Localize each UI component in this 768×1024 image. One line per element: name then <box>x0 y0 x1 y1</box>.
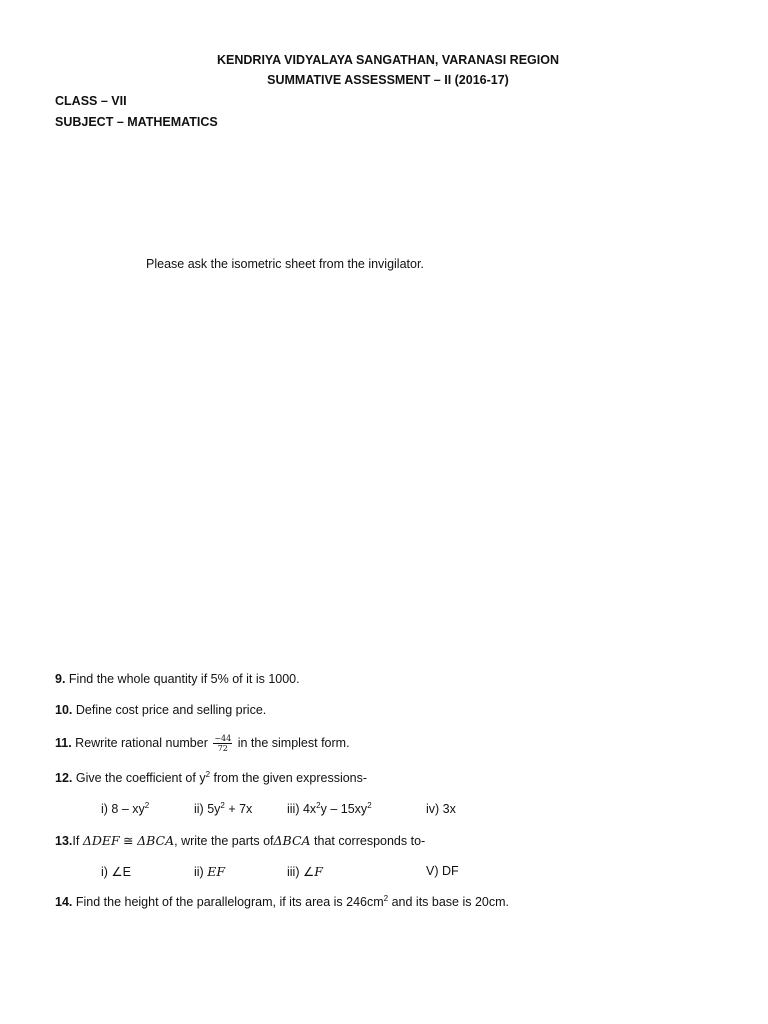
question-11 <box>55 733 350 753</box>
q12-option-3: iii) $4x^2y - 15xy^2$ <box>287 800 372 816</box>
question-text: Find the whole quantity if 5% of it is 1000. <box>65 672 300 686</box>
congruent-symbol: ≅ <box>119 834 138 848</box>
fraction-denominator: 72 <box>217 744 228 754</box>
question-number: 9. <box>55 672 66 686</box>
question-number: 10. <box>55 703 73 717</box>
question-text: Define cost price and selling price. <box>75 703 267 717</box>
question-text-end: in the simplest form. <box>234 736 350 750</box>
question-number: 14. <box>55 895 73 909</box>
question-number: 13. <box>55 834 73 848</box>
fraction <box>213 734 232 753</box>
exam-title: SUMMATIVE ASSESSMENT – II (2016-17) <box>267 73 509 87</box>
question-text: Find the height of the parallelogram, if its area is 246cm <box>72 895 384 909</box>
q12-option-2: ii) $5y^2 + 7x$ <box>194 800 253 816</box>
question-text-end: that corresponds to- <box>310 834 426 848</box>
question-10 <box>55 703 266 717</box>
superscript: 2 <box>383 893 389 903</box>
question-13 <box>55 833 425 848</box>
question-14 <box>55 895 509 909</box>
question-number: 12. <box>55 771 73 785</box>
question-text-end: and its base is 20cm. <box>388 895 510 909</box>
question-9 <box>55 672 300 686</box>
question-text: If <box>72 834 83 848</box>
isometric-sheet-instruction: Please ask the isometric sheet from the invigilator. <box>146 257 424 271</box>
triangle-def: ΔDEF <box>82 833 120 848</box>
superscript: 2 <box>205 769 211 779</box>
question-text: Rewrite rational number <box>75 736 212 750</box>
q12-option-1: i) $8 - xy^2$ <box>101 800 150 816</box>
class-line: CLASS – VII <box>55 94 127 108</box>
fraction-numerator: −44 <box>214 734 232 744</box>
triangle-bca-2: ΔBCA <box>273 833 311 848</box>
q13-option-3: iii) ∠F <box>287 864 323 879</box>
question-number: 11. <box>55 736 72 750</box>
question-text-end: from the given expressions- <box>210 771 368 785</box>
question-text: Give the coefficient of y <box>75 771 206 785</box>
question-12 <box>55 771 367 785</box>
q12-option-4: iv) 3x <box>426 802 456 816</box>
triangle-bca: ΔBCA <box>137 833 175 848</box>
q13-option-2: ii) EF <box>194 864 226 879</box>
subject-line: SUBJECT – MATHEMATICS <box>55 115 218 129</box>
exam-organization: KENDRIYA VIDYALAYA SANGATHAN, VARANASI REGION <box>217 53 559 67</box>
q13-option-1: i) ∠E <box>101 865 131 879</box>
question-text-mid: , write the parts of <box>174 834 274 848</box>
q13-option-4: V) DF <box>426 864 459 878</box>
